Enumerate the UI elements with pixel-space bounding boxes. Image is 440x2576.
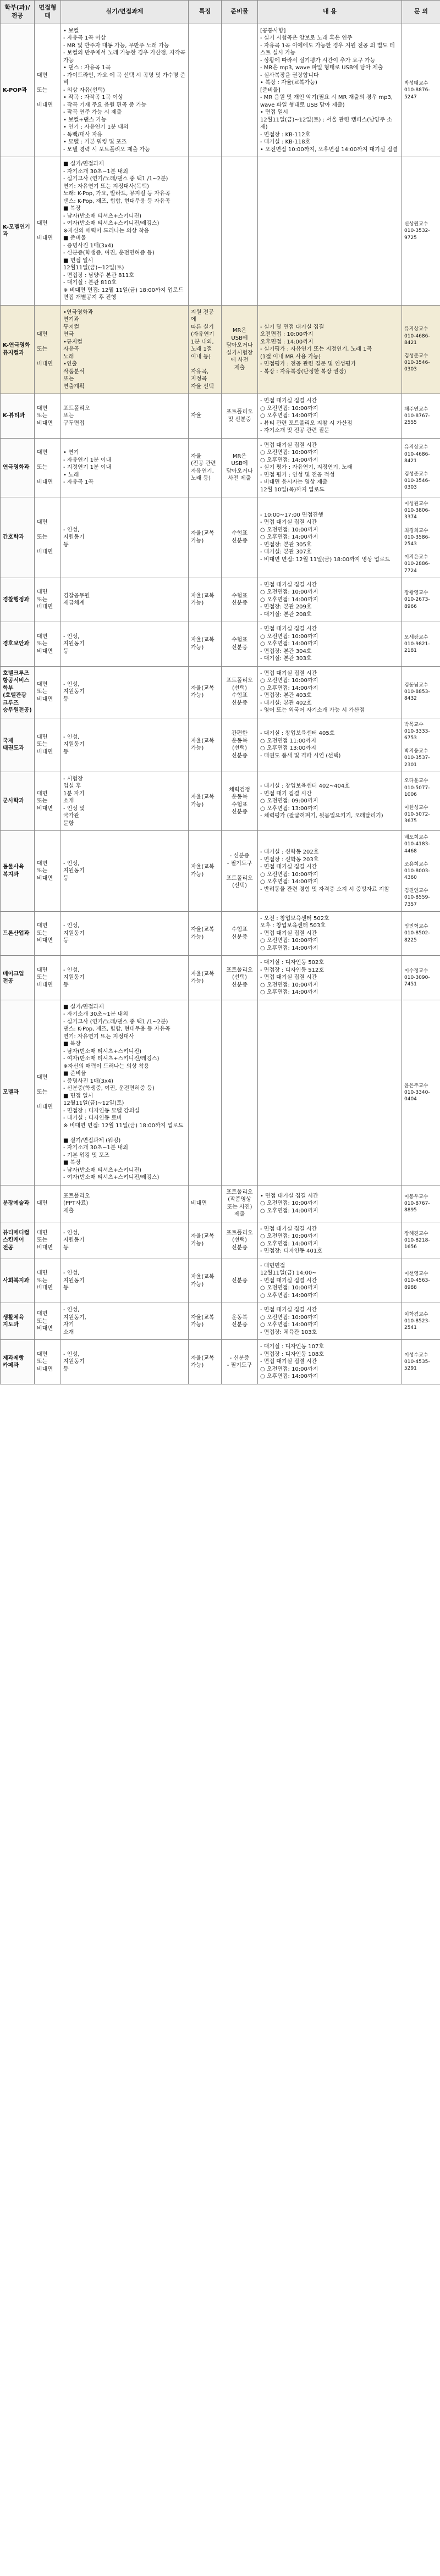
content-cell: • 면접 대기실 집결 시간 ○ 오전면접: 10:00까지 ○ 오후면접: 14:00까지 — [258, 1185, 402, 1222]
content-cell: - 대기실 : 디자인동 502호 - 면접장 : 디자인동 512호 - 면접 대기실 집결 시간 ○ 오전면접: 10:00까지 ○ 오후면접: 14:00까지 — [258, 956, 402, 1000]
interview-method-cell: 대면 또는 비대면 — [35, 24, 61, 157]
prep-cell: MR은 USB에 담아오거나 사전 제출 — [222, 438, 258, 497]
content-cell: - 10:00~17:00 면접진행 - 면접 대기실 집결 시간 ○ 오전면접: 10:00까지 ○ 오후면접: 14:00까지 - 면접장: 본관 305호 - 대기실: 본관 307호 - 비대면 면접: 12월 11일(금) 18:00까지 영상 업로드 — [258, 497, 402, 578]
table-row — [1, 305, 440, 394]
interview-method-cell: 대면 또는 비대면 — [35, 1303, 61, 1340]
prep-cell: 수험표 신분증 — [222, 497, 258, 578]
prep-cell: - 신분증 - 필기도구 포트폴리오 (선택) — [222, 831, 258, 912]
feature-cell: 자율(교복 가능) — [189, 831, 222, 912]
feature-cell — [189, 1000, 222, 1185]
interview-method-cell: 대면 또는 비대면 — [35, 622, 61, 667]
dept-cell: 경호보안과 — [1, 622, 35, 667]
dept-cell: 분장예술과 — [1, 1185, 35, 1222]
interview-method-cell: 대면 또는 비대면 — [35, 666, 61, 718]
prep-cell: 신분증 — [222, 1259, 258, 1303]
dept-cell: K-뷰티과 — [1, 394, 35, 439]
prep-cell — [222, 157, 258, 306]
prep-cell: 포트폴리오 (작품영상 또는 사진) 제출 — [222, 1185, 258, 1222]
dept-cell: 사회복지과 — [1, 1259, 35, 1303]
contact-cell: 장왕영교수 010-2673-8966 — [402, 578, 440, 622]
prep-cell — [222, 1000, 258, 1185]
task-cell: - 인성, 지원동기 등 — [61, 718, 189, 772]
content-cell: - 면접 대기실 집결 시간 ○ 오전면접: 10:00까지 ○ 오후면접: 14:00까지 - 면접장: 체육관 103호 — [258, 1303, 402, 1340]
feature-cell: 자율 (전공 관련 자유연기, 노래 등) — [189, 438, 222, 497]
header-dept: 학부(과)/전공 — [1, 1, 35, 24]
table-row — [1, 772, 440, 831]
feature-cell: 자율(교복 가능) — [189, 956, 222, 1000]
table-row — [1, 394, 440, 439]
interview-method-cell: 대면 또는 비대면 — [35, 497, 61, 578]
table-row — [1, 1303, 440, 1340]
feature-cell: 자율 — [189, 394, 222, 439]
interview-method-cell: 대면 또는 비대면 — [35, 438, 61, 497]
prep-cell: 포트폴리오 (선택) 신분증 — [222, 1222, 258, 1259]
contact-cell: 유지상교수 010-4686-8421 김성준교수 010-3546-0303 — [402, 438, 440, 497]
content-cell: - 대기실 : 디자인동 107호 - 면접장 : 디자인동 108호 - 면접 대기실 집결 시간 ○ 오전면접: 10:00까지 ○ 오후면접: 14:00까지 — [258, 1340, 402, 1384]
contact-cell: 유지상교수 010-4686-8421 김성준교수 010-3546-0303 — [402, 305, 440, 394]
contact-cell: 장혜진교수 010-8218-1656 — [402, 1222, 440, 1259]
dept-cell: 간호학과 — [1, 497, 35, 578]
table-row — [1, 911, 440, 956]
interview-method-cell: 대면 또는 비대면 — [35, 911, 61, 956]
content-cell: - 면접 대기실 집결 시간 ○ 오전면접: 10:00까지 ○ 오후면접: 14:00까지 - 뷰티 관련 포트폴리오 지참 시 가산점 - 자기소개 및 전공 관련 질문 — [258, 394, 402, 439]
interview-method-cell: 대면 또는 비대면 — [35, 1259, 61, 1303]
feature-cell: 자율(교복 가능) — [189, 1259, 222, 1303]
content-cell: - 대면면접 12월11일(금) 14:00~ - 면접 대기실 집결 시간 ○ 오전면접: 10:00까지 ○ 오후면접: 14:00까지 — [258, 1259, 402, 1303]
interview-method-cell: 대면 또는 비대면 — [35, 1340, 61, 1384]
feature-cell: 자율(교복 가능) — [189, 666, 222, 718]
feature-cell: 비대면 — [189, 1185, 222, 1222]
content-cell: - 대기실 : 창업보육센터 405호 ○ 오전면접 11:00까지 ○ 오후면접 13:00까지 - 태권도 품새 및 격파 시연 (선택) — [258, 718, 402, 772]
prep-cell: 운동복 신분증 — [222, 1303, 258, 1340]
prep-cell — [222, 24, 258, 157]
feature-cell — [189, 157, 222, 306]
task-cell: •연극영화과 연기과 뮤지컬 연극 •뮤지컬 자유곡 노래 •연출 작품분석 또는 연출계획 — [61, 305, 189, 394]
interview-method-cell: 대면 또는 비대면 — [35, 578, 61, 622]
contact-cell: 신상원교수 010-3532-9725 — [402, 157, 440, 306]
prep-cell: 수험표 신분증 — [222, 911, 258, 956]
header-prep: 준비물 — [222, 1, 258, 24]
table-row — [1, 157, 440, 306]
contact-cell: 이봉우교수 010-8767-8895 — [402, 1185, 440, 1222]
contact-cell: 배도희교수 010-4183-4468 조용희교수 010-8003-4360 김진연교수 010-8559-7357 — [402, 831, 440, 912]
task-cell: 포트폴리오 또는 구두면접 — [61, 394, 189, 439]
dept-cell: 호텔크루즈 항공서비스 학부 (호텔관광 크루즈 승무원전공) — [1, 666, 35, 718]
feature-cell: 자율(교복 가능) — [189, 497, 222, 578]
table-row — [1, 438, 440, 497]
feature-cell: 자율(교복 가능) — [189, 772, 222, 831]
prep-cell: 수험표 신분증 — [222, 622, 258, 667]
prep-cell: 포트폴리오 및 신분증 — [222, 394, 258, 439]
task-cell: - 인성, 지원동기 등 — [61, 666, 189, 718]
feature-cell: 자율(교복 가능) — [189, 622, 222, 667]
dept-cell: 경찰행정과 — [1, 578, 35, 622]
content-cell: - 면접 대기실 집결 시간 ○ 오전면접: 10:00까지 ○ 오후면접: 14:00까지 - 면접장: 본관 209호 - 대기실: 본관 208호 — [258, 578, 402, 622]
contact-cell: 이선영교수 010-4563-8988 — [402, 1259, 440, 1303]
dept-cell: 제과제빵 카페과 — [1, 1340, 35, 1384]
interview-method-cell: 대면 또는 비대면 — [35, 831, 61, 912]
table-row — [1, 1222, 440, 1259]
table-row — [1, 831, 440, 912]
dept-cell: 동물사육 복지과 — [1, 831, 35, 912]
task-cell: - 인성, 지원동기 등 — [61, 1340, 189, 1384]
feature-cell: 자율(교복 가능) — [189, 718, 222, 772]
header-content: 내 용 — [258, 1, 402, 24]
interview-method-cell: 대면 또는 비대면 — [35, 394, 61, 439]
content-cell: - 면접 대기실 집결 시간 ○ 오전면접: 10:00까지 ○ 오후면접: 14:00까지 - 실기 평가 : 자유연기, 지정연기, 노래 - 면접 평가 : 인성 및 전공 적성 - 비대면 응시자는 영상 제출 12월 10일(목)까지 업로드 — [258, 438, 402, 497]
prep-cell: MR은 USB에 담아오거나 실기시험장 에 사전 제출 — [222, 305, 258, 394]
contact-cell: 김동님교수 010-8853-8432 — [402, 666, 440, 718]
interview-method-cell: 대면 또는 비대면 — [35, 956, 61, 1000]
header-feature: 특징 — [189, 1, 222, 24]
prep-cell: - 신분증 - 필기도구 — [222, 1340, 258, 1384]
table-body — [1, 24, 440, 1384]
task-cell: - 인성, 지원동기, 자기 소개 — [61, 1303, 189, 1340]
contact-cell: 박성태교수 010-8876-5247 — [402, 24, 440, 157]
task-cell: - 인성, 지원동기 등 — [61, 956, 189, 1000]
contact-cell: 이수정교수 010-3090-7451 — [402, 956, 440, 1000]
table-row — [1, 666, 440, 718]
contact-cell: 오세광교수 010-9821-2181 — [402, 622, 440, 667]
content-cell: - 면접 대기실 집결 시간 ○ 오전면접: 10:00까지 ○ 오후면접: 14:00까지 - 면접장: 디자인동 401호 — [258, 1222, 402, 1259]
task-cell: ■ 실기/면접과제 - 자기소개 30초~1분 내외 - 실기고사 (연기/노래/댄스 중 택1 /1~2분) 댄스: K-Pop, 재즈, 힙합, 현대무용 등 자유곡 연기: 자유연기 또는 지정대사 ■ 복장 - 남자(반소매 티셔츠+스키니진) - 여자(반소매 티셔츠+스키니진/레깅스) ※자신의 매력이 드러나는 의상 착용 ■ 준비물 - 증명사진 1매(3x4) - 신분증(학생증, 여권, 운전면허증 등) ■ 면접 일시 12월11일(금)~12일(토) - 면접장 : 디자인동 모델 강의실 - 대기실 : 디자인동 로비 ※ 비대면 면접: 12월 11일(금) 18:00까지 업로드 ■ 실기/면접과제 (워킹) - 자기소개 30초~1분 내외 - 기본 워킹 및 포즈 ■ 복장 - 남자(반소매 티셔츠+스키니진) - 여자(반소매 티셔츠+스키니진/레깅스) — [61, 1000, 189, 1185]
header-contact: 문 의 — [402, 1, 440, 24]
task-cell: 경찰공무원 제급체계 — [61, 578, 189, 622]
task-cell: • 보컬 - 자유곡 1곡 이상 - MR 및 반주자 대동 가능, 무반주 노래 가능 - 보컬의 반주에서 노래 가능한 경우 가산점, 자작곡 가능 • 댄스 : 자유곡 1곡 - 가이드라인, 가요 에 곡 선택 시 곡명 및 가수명 준비 - 의상 자유(선택) • 작곡 : 자작곡 1곡 이상 - 작곡 기재 주요 음원 편곡 중 가능 - 작곡 연주 가능 시 제출 • 보컬+댄스 가능 • 연기 : 자유연기 1분 내외 - 독백/대사 자유 • 모델 : 기본 워킹 및 포즈 - 모델 경력 시 포트폴리오 제출 가능 — [61, 24, 189, 157]
prep-cell: 포트폴리오 (선택) 신분증 — [222, 956, 258, 1000]
feature-cell: 자율(교복 가능) — [189, 1303, 222, 1340]
dept-cell: 모델과 — [1, 1000, 35, 1185]
table-row — [1, 622, 440, 667]
dept-cell: 뷰티메디컬 스킨케어 전공 — [1, 1222, 35, 1259]
content-cell — [258, 1000, 402, 1185]
table-row — [1, 1000, 440, 1185]
interview-method-cell: 대면 또는 비대면 — [35, 305, 61, 394]
feature-cell: 지원 전공에 따른 실기 (자유연기 1분 내외, 노래 1절 이내 등) 자유곡, 지정곡 자율 선택 — [189, 305, 222, 394]
dept-cell: K-모델연기과 — [1, 157, 35, 306]
interview-method-cell: 대면 또는 비대면 — [35, 1222, 61, 1259]
table-row — [1, 1259, 440, 1303]
dept-cell: K-POP과 — [1, 24, 35, 157]
table-row — [1, 956, 440, 1000]
prep-cell: 수험표 신분증 — [222, 578, 258, 622]
interview-method-cell: 대면 또는 비대면 — [35, 718, 61, 772]
contact-cell: 이학겸교수 010-8523-2541 — [402, 1303, 440, 1340]
content-cell: - 대기실 : 신학동 202호 - 면접장 : 신학동 203호 - 면접 대기실 집결 시간 ○ 오전면접: 10:00까지 ○ 오후면접: 14:00까지 - 반려동물 관련 경험 및 자격증 소지 시 증빙자료 지참 — [258, 831, 402, 912]
feature-cell: 자율(교복 가능) — [189, 1340, 222, 1384]
interview-method-cell: 대면 또는 비대면 — [35, 772, 61, 831]
feature-cell: 자율(교복 가능) — [189, 1222, 222, 1259]
dept-cell: 드론산업과 — [1, 911, 35, 956]
content-cell: [공통사항] - 실기 시험곡은 암보로 노래 혹은 연주 - 자유곡 1곡 이에에도 가능한 경우 지원 전공 외 별도 테스트 실시 가능 - 상황에 따라서 실기평가 시간이 추가 요구 가능 - MR은 mp3, wave 파일 형태로 USB에 담아 제출 - 실사복장을 권장합니다 • 복장 : 자율(교복가능) [준비물] - MR 음원 및 개인 악기(필요 시 MR 재출의 경우 mp3, wave 파일 형태로 USB 담아 제출) • 면접 일시 12월11일(금)~12일(토) : 서울 관련 캠퍼스(남양주 소재) - 면접장 : KB-112호 - 대기실 : KB-118호 • 오전면접 10:00까지, 오후면접 14:00까지 대기실 집결 — [258, 24, 402, 157]
content-cell: - 면접 대기실 집결 시간 ○ 오전면접: 10:00까지 ○ 오후면접: 14:00까지 - 면접장: 본관 403호 - 대기실: 본관 402호 - 영어 또는 외국어 자기소개 가능 시 가산점 — [258, 666, 402, 718]
table-row — [1, 1185, 440, 1222]
feature-cell: 자율(교복 가능) — [189, 911, 222, 956]
table-row — [1, 578, 440, 622]
content-cell: - 대기실 : 창업보육센터 402~404호 - 면접 대기 집결 시간 ○ 오전면접: 09:00까지 ○ 오후면접: 13:00까지 - 체력평가 (팔굽혀펴기, 윗몸일으키기, 오래달리기) — [258, 772, 402, 831]
contact-cell: 이성수교수 010-4535-5291 — [402, 1340, 440, 1384]
dept-cell: 생활체육 지도과 — [1, 1303, 35, 1340]
task-cell: - 인성, 지원동기 등 — [61, 831, 189, 912]
contact-cell: 이성원교수 010-3806-3374 최경희교수 010-3586-2543 이지은교수 010-2886-7724 — [402, 497, 440, 578]
feature-cell — [189, 24, 222, 157]
interview-method-cell: 대면 비대면 — [35, 157, 61, 306]
task-cell: 포트폴리오 (PPT자료) 제출 — [61, 1185, 189, 1222]
contact-cell: 오다윤교수 010-5077-1006 이한성교수 010-5072-3675 — [402, 772, 440, 831]
prep-cell: 간편한 운동복 (선택) 신분증 — [222, 718, 258, 772]
content-cell: - 면접 대기실 집결 시간 ○ 오전면접: 10:00까지 ○ 오후면접: 14:00까지 - 면접장: 본관 304호 - 대기실: 본관 303호 — [258, 622, 402, 667]
table-row — [1, 1340, 440, 1384]
dept-cell: 연극영화과 — [1, 438, 35, 497]
content-cell: - 오전 : 창업보육센터 502호 오후 : 창업보육센터 503호 - 면접 대기실 집결 시간 ○ 오전면접: 10:00까지 ○ 오후면접: 14:00까지 — [258, 911, 402, 956]
contact-cell: 박목교수 010-3333-6753 박지웅교수 010-3537-2301 — [402, 718, 440, 772]
task-cell: - 인성, 지원동기 등 — [61, 622, 189, 667]
task-cell: - 인성, 지원동기 등 — [61, 1259, 189, 1303]
prep-cell: 체력검정 운동복 수험표 신분증 — [222, 772, 258, 831]
dept-cell: 군사학과 — [1, 772, 35, 831]
contact-cell: 채주연교수 010-8767-2555 — [402, 394, 440, 439]
task-cell: • 연기 - 자유연기 1분 이내 - 지정연기 1분 이내 • 노래 - 자유곡 1곡 — [61, 438, 189, 497]
task-cell: ■ 실기/면접과제 - 자기소개 30초~1분 내외 - 실기고사 (연기/노래/댄스 중 택1 /1~2분) 연기: 자유연기 또는 지정대사(독백) 노래: K-Pop, 가요, 발라드, 뮤지컬 등 자유곡 댄스: K-Pop, 재즈, 힙합, 현대무용 등 자유곡 ■ 복장 - 남자(반소매 티셔츠+스키니진) - 여자(반소매 티셔츠+스키니진/레깅스) ※자신의 매력이 드러나는 의상 착용 ■ 준비물 - 증명사진 1매(3x4) - 신분증(학생증, 여권, 운전면허증 등) ■ 면접 일시 12월11일(금)~12일(토) - 면접장 : 남양주 본관 811호 - 대기실 : 본관 810호 ※ 비대면 면접: 12월 11일(금) 18:00까지 업로드 면접 개별공지 후 진행 — [61, 157, 189, 306]
contact-cell: 윤은주교수 010-3340-0404 — [402, 1000, 440, 1185]
dept-cell: 국제 태권도과 — [1, 718, 35, 772]
task-cell: - 인성, 지원동기 등 — [61, 1222, 189, 1259]
content-cell — [258, 157, 402, 306]
header-task: 실기/면접과제 — [61, 1, 189, 24]
dept-cell: K-연극영화 뮤지컬과 — [1, 305, 35, 394]
prep-cell: 포트폴리오 (선택) 수험표 신분증 — [222, 666, 258, 718]
interview-method-cell: 대면 또는 비대면 — [35, 1000, 61, 1185]
contact-cell: 임민혁교수 010-8502-8225 — [402, 911, 440, 956]
task-cell: - 인성, 지원동기 등 — [61, 497, 189, 578]
table-row — [1, 718, 440, 772]
task-cell: - 인성, 지원동기 등 — [61, 911, 189, 956]
dept-cell: 메이크업 전공 — [1, 956, 35, 1000]
interview-method-cell: 대면 — [35, 1185, 61, 1222]
header-method: 면접형태 — [35, 1, 61, 24]
table-row — [1, 497, 440, 578]
feature-cell: 자율(교복 가능) — [189, 578, 222, 622]
table-header-row — [1, 1, 440, 24]
table-row — [1, 24, 440, 157]
task-cell: - 시험장 입실 후 1분 자기 소개 - 인성 및 국가관 문항 — [61, 772, 189, 831]
content-cell: - 실기 및 면접 대기실 집결 오전면접 : 10:00까지 오후면접 : 14:00까지 - 실기평가 : 자유연기 또는 지정연기, 노래 1곡 (1절 이내 MR 사용 가능) - 면접평가 : 전공 관련 질문 및 인성평가 - 복장 : 자유복장(단정한 복장 권장) — [258, 305, 402, 394]
